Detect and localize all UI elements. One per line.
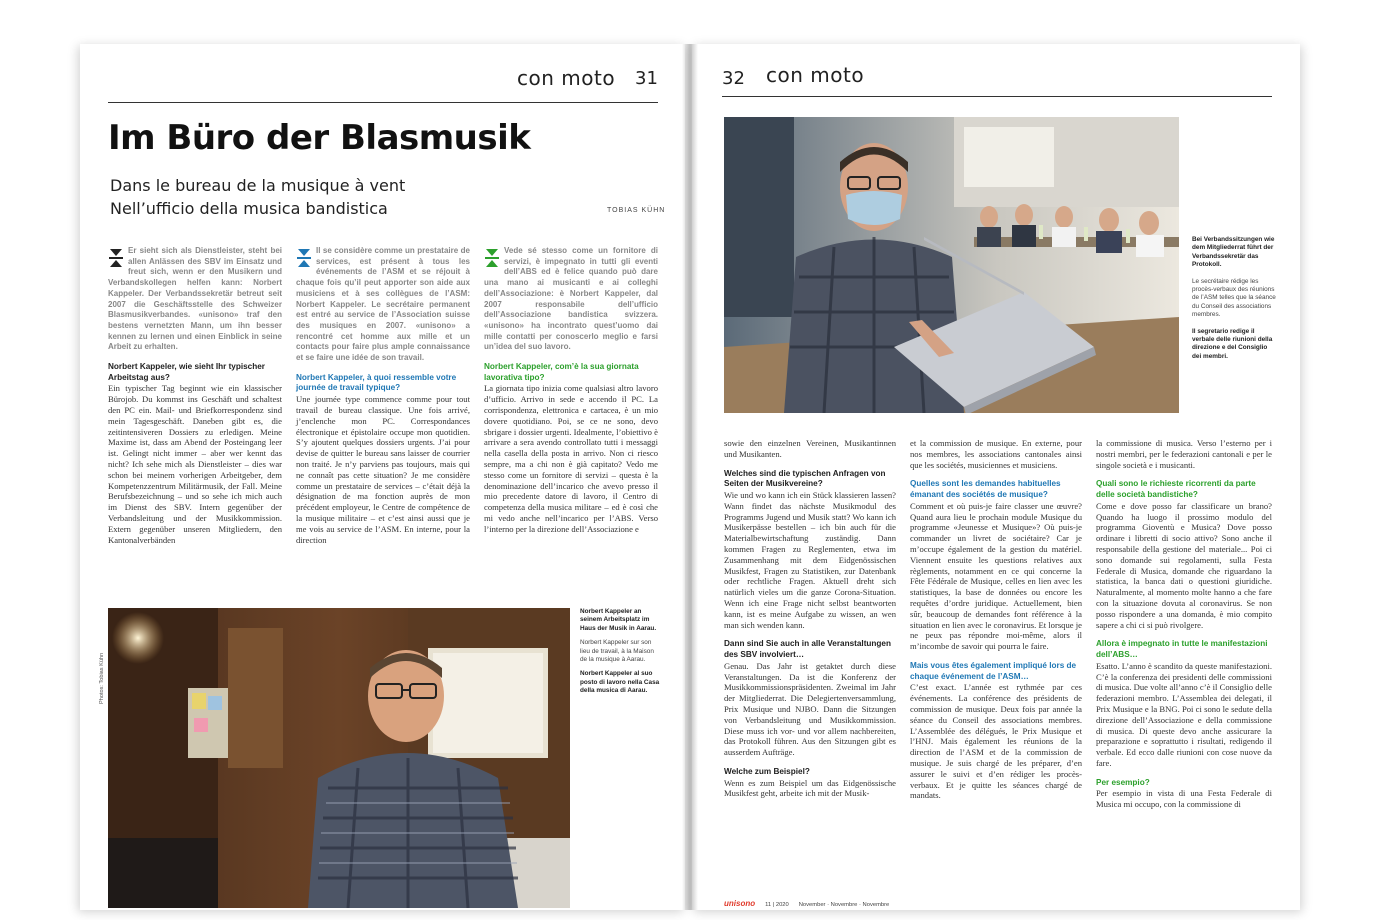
- page-footer: [724, 893, 889, 910]
- question-it-2: Quali sono le richieste ricorrenti da parte delle società bandistiche?: [1096, 479, 1256, 500]
- photo-captions-right: [1192, 236, 1278, 361]
- answer-de-4: Wenn es zum Beispiel um das Eidgenössische Musikfest geht, arbeite ich mit der Musik-: [724, 777, 896, 799]
- column-de-right: [724, 438, 896, 799]
- column-it-right: [1096, 438, 1272, 810]
- question-fr-3: Mais vous êtes également impliqué lors de chaque événement de l’ASM…: [910, 660, 1077, 681]
- footer-issue: 11 | 2020: [765, 902, 789, 908]
- continuation-fr: et la commission de musique. En externe, pour nos membres, les associations cantonales ainsi que les sociétés, musiciennes et musiciens.: [910, 438, 1082, 470]
- lead-de: Er sieht sich als Dienstleister, steht bei allen Anlässen des SBV im Einsatz und freut sich, wenn er den Musikern und Verbandskollegen helfen kann: Norbert Kappeler. Der Verbandssekretär betreut seit 2007 die Geschäftsstelle des Schweizer Blasmusikverbandes. «unisono» traf den bestens vernetzten Mann, um ihn besser kennen zu lernen und einen Einblick in seine Arbeit zu erhalten.: [108, 246, 282, 352]
- question-de-2: Welches sind die typischen Anfragen von Seiten der Musikvereine?: [724, 468, 886, 489]
- caption-de: Norbert Kappeler an seinem Arbeitsplatz im Haus der Musik in Aarau.: [580, 608, 657, 632]
- answer-de-2: Wie und wo kann ich ein Stück klassieren lassen? Wann findet das nächste Musikmodul des Programms Jugend und Musik statt? Wo kann ich Musikerpässe bestellen – ich bin auch für die Materialbewirtschaftung zuständig. Dann kommen Fragen zu Reglementen, etwa im Zusammenhang mit dem Eidgenössischen Musikfest, Fragen zu Statistiken, zur Datenbank oder rechtliche Fragen. Aktuell dreht sich natürlich vieles um die ganze Corona-Situation. Wenn ich eine Frage nicht selbst beantworten kann, ist es meine Aufgabe zu wissen, an wen man sich wenden kann.: [724, 490, 896, 630]
- article-title: Im Büro der Blasmusik: [108, 118, 531, 158]
- header-rule: [722, 96, 1272, 97]
- column-de: [108, 246, 282, 545]
- unisono-logo-icon: [108, 247, 124, 269]
- page-32: [692, 44, 1300, 910]
- answer-fr-3: C’est exact. L’année est rythmée par ces événements. La conférence des présidents de commission de musique. Deux fois par année la séance du Conseil des associations membres. L’Assemblée des délégués, le Prix Musique et l’HNJ. Mais également les réunions de la direction de l’ASM et de la commission de musique. Je suis chargé de les préparer, d’en assurer le suivi et d’en rédiger les procès-verbaux. Et je quitte les séances chargé de mandats.: [910, 682, 1082, 801]
- question-it-4: Per esempio?: [1096, 777, 1150, 787]
- photo-credit: Photos: Tobias Kühn: [99, 652, 105, 704]
- answer-de-1: Ein typischer Tag beginnt wie ein klassischer Bürojob. Du kommst ins Geschäft und schaltest den PC ein. Mail- und Briefkorrespondenz sind mein Tagesgeschäft. Daneben gibt es, die zeitintensiveren Dossiers zu erledigen. Meine Maxime ist, dass am Abend der Posteingang leer ist. Gelingt nicht immer – aber wer kennt das nicht? Ich sehe mich als Dienstleister – dies war schon bei meinem vorherigen Arbeitgeber, dem Kompetenzzentrum Militärmusik, der Fall. Meine Berufsbezeichnung – und so sehe ich mich auch im Dienst des SBV. Intern gegenüber der Verbandsleitung und der Musikkommission. Extern gegenüber unseren Mitgliedern, den Kantonalverbänden: [108, 383, 282, 545]
- subtitle-fr: Dans le bureau de la musique à vent: [110, 176, 406, 195]
- page-number: 31: [635, 68, 658, 89]
- question-de-3: Dann sind Sie auch in alle Veranstaltungen des SBV involviert…: [724, 639, 891, 660]
- question-fr-2: Quelles sont les demandes habituelles émanant des sociétés de musique?: [910, 479, 1061, 500]
- author-byline: TOBIAS KÜHN: [607, 207, 666, 214]
- subtitle-it: Nell’ufficio della musica bandistica: [110, 199, 388, 218]
- page-gutter: [682, 44, 698, 910]
- question-de-1: Norbert Kappeler, wie sieht Ihr typischer Arbeitstag aus?: [108, 362, 265, 382]
- question-it-1: Norbert Kappeler, com’è la sua giornata lavorativa tipo?: [484, 362, 639, 382]
- answer-it-3: Esatto. L’anno è scandito da queste manifestazioni. C’è la conferenza dei presidenti delle commissioni di musica. Due volte all’anno c’è il Consiglio delle federazioni membro. L’Assemblea dei delegati, il Prix Musique e la BNG. Poi ci sono le sedute della direzione dell’Associazione e della commissione di musica. Di queste devo anche assicurare la preparazione e soprattutto i risultati, redigendo il verbale. Ed ecco dalle riunioni con cose nuove da fare.: [1096, 660, 1272, 768]
- unisono-logo-icon: [484, 247, 500, 269]
- caption-it: Il segretario redige il verbale delle riunioni della direzione e del Consiglio dei membri.: [1192, 327, 1273, 360]
- meeting-photo: [724, 117, 1179, 413]
- answer-it-1: La giornata tipo inizia come qualsiasi altro lavoro d’ufficio. Arrivo in sede e accendo il PC. La corrispondenza, elettronica e cartacea, è un mio dovere quotidiano. Poi, se ce ne sono, devo sbrigare i dossier urgenti. Idealmente, l’obiettivo è arrivare a sera avendo controllato tutti i messaggi nella casella della posta in arrivo. Non ci riesco sempre, ma a chi non è già capitato? Vedo me stesso come un fornitore di servizi – questa è la denominazione dell’incarico che avevo presso il mio precedente datore di lavoro, il Centro di competenza della musica militare – ed è così che mi vedo anche nell’incarico per l’ABS. Verso l’interno per la direzione dell’Associazione e: [484, 383, 658, 534]
- page-31: [80, 44, 685, 910]
- answer-fr-2: Comment et où puis-je faire classer une œuvre? Quand aura lieu le prochain module Musique du programme «Jeunesse et Musique»? Où puis-je commander un livret de sociétaire? Car je m’occupe également de la gestion du matériel. Viennent ensuite les questions relatives aux règlements, notamment en ce qui concerne la Fête Fédérale de Musique, celles en lien avec les statistiques, la base de données ou encore les requêtes d’ordre juridique. Actuellement, bien sûr, beaucoup de demandes font référence à la situation en lien avec le coronavirus. Et lorsque je ne peux pas répondre moi-même, alors il m’incombe de savoir qui pourra le faire.: [910, 500, 1082, 652]
- column-it: [484, 246, 658, 535]
- lead-fr: Il se considère comme un prestataire de services, est présent à tous les événements de l’ASM et se réjouit à chaque fois qu’il peut apporter son aide aux musiciens et à ses collègues de l’ASM: Norbert Kappeler. Le secrétaire permanent est entré au service de l’Association suisse des musiques en 2007. «unisono» a rencontré cet homme aux mille et un contacts pour faire plus ample connaissance et se faire une idée de son travail.: [296, 246, 470, 363]
- footer-months: November · Novembre · Novembre: [798, 902, 890, 908]
- answer-it-2: Come e dove posso far classificare un brano? Quando ha luogo il prossimo modulo del programma Gioventù e Musica? Dove posso ordinare i libretti di socio attivo? Sono anche il responsabile della gestione del materiale... Poi ci sono domande sui regolamenti, sulla Festa Federale di Musica, domande che riguardano la statistica, la banca dati o questioni giuridiche. Naturalmente, al momento molte hanno a che fare con la situazione dovuta al coronavirus. Se non posso rispondere a una domanda, è mio compito sapere a chi ci si può rivolgere.: [1096, 500, 1272, 630]
- unisono-logo: unisono: [724, 899, 756, 908]
- photo-captions-left: [580, 608, 660, 696]
- caption-fr: Le secrétaire rédige les procès-verbaux des réunions de l’ASM telles que la séance du Conseil des associations membres.: [1192, 277, 1276, 319]
- continuation-de: sowie den einzelnen Vereinen, Musikantinnen und Musikanten.: [724, 438, 896, 459]
- caption-fr: Norbert Kappeler sur son lieu de travail, à la Maison de la musique à Aarau.: [580, 639, 654, 664]
- question-it-3: Allora è impegnato in tutte le manifestazioni dell’ABS…: [1096, 639, 1268, 660]
- lead-it: Vede sé stesso come un fornitore di servizi, è impegnato in tutti gli eventi dell’ABS ed è felice quando può dare una mano ai musicanti e ai colleghi dell’Associazione: è Norbert Kappeler, dal 2007 responsabile dell’ufficio dell’Associazione bandistica svizzera. «unisono» ha incontrato quest’uomo dai mille contatti per conoscerlo meglio e farsi un’idea del suo lavoro.: [484, 246, 658, 352]
- continuation-it: la commissione di musica. Verso l’esterno per i nostri membri, per le federazioni cantonali e per le singole società e i musicanti.: [1096, 438, 1272, 470]
- caption-it: Norbert Kappeler al suo posto di lavoro nella Casa della musica di Aarau.: [580, 670, 660, 695]
- page-header-name: con moto: [517, 66, 616, 90]
- answer-it-4: Per esempio in vista di una Festa Federale di Musica mi occupo, con la commissione di: [1096, 788, 1272, 810]
- column-fr-right: [910, 438, 1082, 801]
- question-de-4: Welche zum Beispiel?: [724, 766, 810, 776]
- answer-fr-1: Une journée type commence comme pour tout travail de bureau classique. Une fois arrivé, j’enclenche mon PC. Correspondances électronique et épistolaire occupe mon quotidien. S’y ajoutent quelques dossiers urgents. J’ai pour devise de quitter le bureau sans laisser de courrier non traité. Je n’y parviens pas toujours, mais qui ne connaît pas cette situation? Je me considère comme un prestataire de services – c’était déjà la désignation de ma fonction auprès de mon précédent employeur, le Centre de compétence de la musique militaire – et c’est ainsi aussi que je me vois au service de l’ASM. En interne, pour la direction: [296, 394, 470, 545]
- portrait-photo: [108, 608, 570, 908]
- page-number: 32: [722, 68, 745, 89]
- unisono-logo-icon: [296, 247, 312, 269]
- header-rule: [108, 102, 658, 103]
- page-header-name: con moto: [766, 63, 865, 87]
- question-fr-1: Norbert Kappeler, à quoi ressemble votre journée de travail typique?: [296, 372, 457, 393]
- column-fr: [296, 246, 470, 545]
- caption-de: Bei Verbandssitzungen wie dem Mitgliederrat führt der Verbandssekretär das Protokoll.: [1192, 236, 1275, 269]
- answer-de-3: Genau. Das Jahr ist getaktet durch diese Veranstaltungen. Da ist die Konferenz der Musikkommissionspräsidenten. Zweimal im Jahr der Mitgliederrat. Die Delegiertenversammlung, Prix Musique und NJBO. Dann die Sitzungen von Verbandsleitung und Musikkommission. Diese muss ich vor- und vor allem nachbereiten, das Protokoll führen. Aus den Sitzungen gibt es ausserdem Aufträge.: [724, 660, 896, 758]
